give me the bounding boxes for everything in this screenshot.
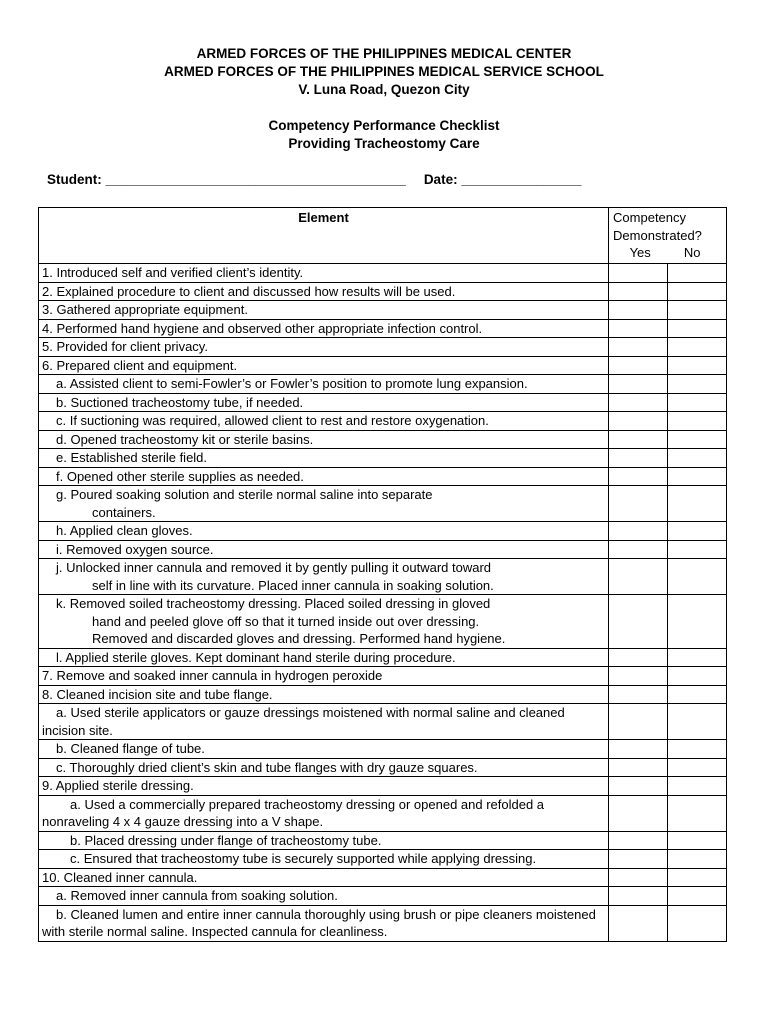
yes-cell[interactable]	[609, 393, 668, 412]
yes-cell[interactable]	[609, 559, 668, 595]
no-cell[interactable]	[668, 338, 727, 357]
table-row	[39, 704, 727, 740]
element-cell	[39, 648, 609, 667]
yes-cell[interactable]	[609, 319, 668, 338]
element-cell	[39, 393, 609, 412]
element-cell: 9. Applied sterile dressing.	[39, 777, 609, 796]
competency-label: Competency Demonstrated?	[613, 210, 702, 243]
yes-cell[interactable]	[609, 831, 668, 850]
element-text-cont: containers.	[92, 504, 156, 520]
yes-cell[interactable]	[609, 667, 668, 686]
no-cell[interactable]	[668, 301, 727, 320]
element-cell	[39, 449, 609, 468]
table-row	[39, 264, 727, 283]
yes-label: Yes	[629, 245, 651, 260]
yes-cell[interactable]	[609, 540, 668, 559]
no-cell[interactable]	[668, 282, 727, 301]
no-cell[interactable]	[668, 850, 727, 869]
table-row	[39, 887, 727, 906]
element-cell	[39, 486, 609, 522]
yes-cell[interactable]	[609, 430, 668, 449]
element-cell: 7. Remove and soaked inner cannula in hydrogen peroxide	[39, 667, 609, 686]
no-cell[interactable]	[668, 319, 727, 338]
table-row	[39, 449, 727, 468]
table-row	[39, 740, 727, 759]
yes-cell[interactable]	[609, 338, 668, 357]
element-cell	[39, 522, 609, 541]
no-cell[interactable]	[668, 667, 727, 686]
element-cell: 1. Introduced self and verified client’s identity.	[39, 264, 609, 283]
yes-cell[interactable]	[609, 449, 668, 468]
no-cell[interactable]	[668, 430, 727, 449]
element-cell: 6. Prepared client and equipment.	[39, 356, 609, 375]
no-cell[interactable]	[668, 559, 727, 595]
element-text: b. Cleaned flange of tube.	[56, 741, 205, 756]
no-cell[interactable]	[668, 905, 727, 941]
yes-cell[interactable]	[609, 356, 668, 375]
no-cell[interactable]	[668, 758, 727, 777]
element-cell	[39, 412, 609, 431]
yes-cell[interactable]	[609, 685, 668, 704]
table-row	[39, 648, 727, 667]
element-text: b. Cleaned lumen and entire inner cannula thoroughly using brush or pipe cleaners moistened with sterile normal saline. Inspected cannula for cleanliness.	[42, 906, 596, 939]
no-cell[interactable]	[668, 467, 727, 486]
no-cell[interactable]	[668, 522, 727, 541]
yes-cell[interactable]	[609, 301, 668, 320]
table-row	[39, 795, 727, 831]
student-date-line	[47, 172, 581, 187]
yes-cell[interactable]	[609, 264, 668, 283]
yes-cell[interactable]	[609, 412, 668, 431]
element-text: a. Assisted client to semi-Fowler’s or Fowler’s position to promote lung expansion.	[56, 376, 528, 391]
element-text: e. Established sterile field.	[56, 450, 208, 465]
table-row	[39, 375, 727, 394]
table-row	[39, 850, 727, 869]
element-text: c. If suctioning was required, allowed client to rest and restore oxygenation.	[56, 413, 489, 428]
yes-cell[interactable]	[609, 467, 668, 486]
no-cell[interactable]	[668, 648, 727, 667]
table-row	[39, 777, 727, 796]
element-cell	[39, 540, 609, 559]
no-cell[interactable]	[668, 393, 727, 412]
org-name-2: ARMED FORCES OF THE PHILIPPINES MEDICAL SERVICE SCHOOL	[164, 64, 604, 79]
element-cell	[39, 850, 609, 869]
table-row	[39, 486, 727, 522]
document-header	[0, 45, 768, 99]
no-cell[interactable]	[668, 540, 727, 559]
no-cell[interactable]	[668, 264, 727, 283]
table-row	[39, 758, 727, 777]
no-label: No	[683, 245, 701, 260]
table-row	[39, 831, 727, 850]
element-text: b. Suctioned tracheostomy tube, if needed.	[56, 394, 304, 410]
yes-cell[interactable]	[609, 486, 668, 522]
element-cell	[39, 740, 609, 759]
table-row	[39, 559, 727, 595]
table-row	[39, 868, 727, 887]
no-cell[interactable]	[668, 412, 727, 431]
element-cell	[39, 430, 609, 449]
element-text: k. Removed soiled tracheostomy dressing. Placed soiled dressing in gloved	[56, 596, 491, 611]
no-cell[interactable]	[668, 868, 727, 887]
element-cell	[39, 795, 609, 831]
table-row	[39, 685, 727, 704]
doc-title: Competency Performance Checklist	[268, 118, 500, 133]
element-cell	[39, 704, 609, 740]
element-text: b. Placed dressing under flange of tracheostomy tube.	[70, 832, 382, 848]
element-cell: 2. Explained procedure to client and discussed how results will be used.	[39, 282, 609, 301]
yes-cell[interactable]	[609, 777, 668, 796]
table-row	[39, 393, 727, 412]
no-cell[interactable]	[668, 685, 727, 704]
element-cell	[39, 375, 609, 394]
no-cell[interactable]	[668, 740, 727, 759]
no-cell[interactable]	[668, 486, 727, 522]
no-cell[interactable]	[668, 777, 727, 796]
table-row	[39, 540, 727, 559]
doc-subtitle: Providing Tracheostomy Care	[288, 136, 480, 151]
yes-cell[interactable]	[609, 282, 668, 301]
table-row	[39, 356, 727, 375]
yes-cell[interactable]	[609, 795, 668, 831]
yes-cell[interactable]	[609, 704, 668, 740]
element-cell	[39, 758, 609, 777]
element-text: i. Removed oxygen source.	[56, 541, 214, 557]
no-cell[interactable]	[668, 356, 727, 375]
no-cell[interactable]	[668, 704, 727, 740]
table-header-row	[39, 208, 727, 264]
yes-cell[interactable]	[609, 850, 668, 869]
element-text-cont: Removed and discarded gloves and dressing. Performed hand hygiene.	[92, 631, 506, 646]
element-text: c. Thoroughly dried client’s skin and tube flanges with dry gauze squares.	[56, 759, 478, 775]
table-row	[39, 301, 727, 320]
element-text: h. Applied clean gloves.	[56, 523, 193, 538]
element-cell: 5. Provided for client privacy.	[39, 338, 609, 357]
table-row	[39, 319, 727, 338]
no-cell[interactable]	[668, 795, 727, 831]
element-cell	[39, 905, 609, 941]
element-cell	[39, 559, 609, 595]
no-cell[interactable]	[668, 449, 727, 468]
org-name-1: ARMED FORCES OF THE PHILIPPINES MEDICAL CENTER	[196, 46, 572, 61]
yes-cell[interactable]	[609, 868, 668, 887]
element-text: g. Poured soaking solution and sterile normal saline into separate	[56, 487, 433, 502]
element-cell	[39, 595, 609, 649]
yes-cell[interactable]	[609, 648, 668, 667]
yes-cell[interactable]	[609, 887, 668, 906]
no-cell[interactable]	[668, 887, 727, 906]
element-text-cont: hand and peeled glove off so that it turned inside out over dressing.	[92, 613, 480, 629]
element-text: c. Ensured that tracheostomy tube is securely supported while applying dressing.	[70, 851, 537, 866]
student-field: Student: ________________________________________	[47, 172, 406, 187]
yes-cell[interactable]	[609, 375, 668, 394]
element-text: a. Used a commercially prepared tracheostomy dressing or opened and refolded a nonraveling 4 x 4 gauze dressing into a V shape.	[42, 796, 545, 829]
element-cell	[39, 831, 609, 850]
no-cell[interactable]	[668, 595, 727, 649]
date-field: Date: ________________	[423, 172, 582, 187]
table-row	[39, 467, 727, 486]
address: V. Luna Road, Quezon City	[298, 82, 470, 97]
yes-cell[interactable]	[609, 522, 668, 541]
competency-header	[609, 208, 727, 264]
element-cell: 10. Cleaned inner cannula.	[39, 868, 609, 887]
yes-cell[interactable]	[609, 758, 668, 777]
table-row	[39, 667, 727, 686]
yes-no-labels	[613, 244, 723, 262]
no-cell[interactable]	[668, 375, 727, 394]
table-row	[39, 282, 727, 301]
element-text: d. Opened tracheostomy kit or sterile basins.	[56, 431, 314, 447]
element-text: j. Unlocked inner cannula and removed it by gently pulling it outward toward	[56, 560, 492, 575]
element-cell: 3. Gathered appropriate equipment.	[39, 301, 609, 320]
table-row	[39, 338, 727, 357]
element-header: Element	[39, 208, 609, 264]
table-row	[39, 905, 727, 941]
element-text: a. Used sterile applicators or gauze dressings moistened with normal saline and cleaned incision site.	[42, 705, 565, 738]
element-text-cont: self in line with its curvature. Placed inner cannula in soaking solution.	[92, 577, 494, 593]
no-cell[interactable]	[668, 831, 727, 850]
table-row	[39, 522, 727, 541]
yes-cell[interactable]	[609, 740, 668, 759]
element-cell	[39, 467, 609, 486]
element-cell: 8. Cleaned incision site and tube flange.	[39, 685, 609, 704]
element-cell: 4. Performed hand hygiene and observed other appropriate infection control.	[39, 319, 609, 338]
table-row	[39, 412, 727, 431]
table-row	[39, 430, 727, 449]
element-cell	[39, 887, 609, 906]
element-text: f. Opened other sterile supplies as needed.	[56, 468, 304, 484]
yes-cell[interactable]	[609, 905, 668, 941]
element-text: l. Applied sterile gloves. Kept dominant hand sterile during procedure.	[56, 649, 456, 665]
checklist-table	[38, 207, 727, 942]
element-text: a. Removed inner cannula from soaking solution.	[56, 888, 338, 903]
table-row	[39, 595, 727, 649]
document-title-block	[0, 117, 768, 153]
yes-cell[interactable]	[609, 595, 668, 649]
